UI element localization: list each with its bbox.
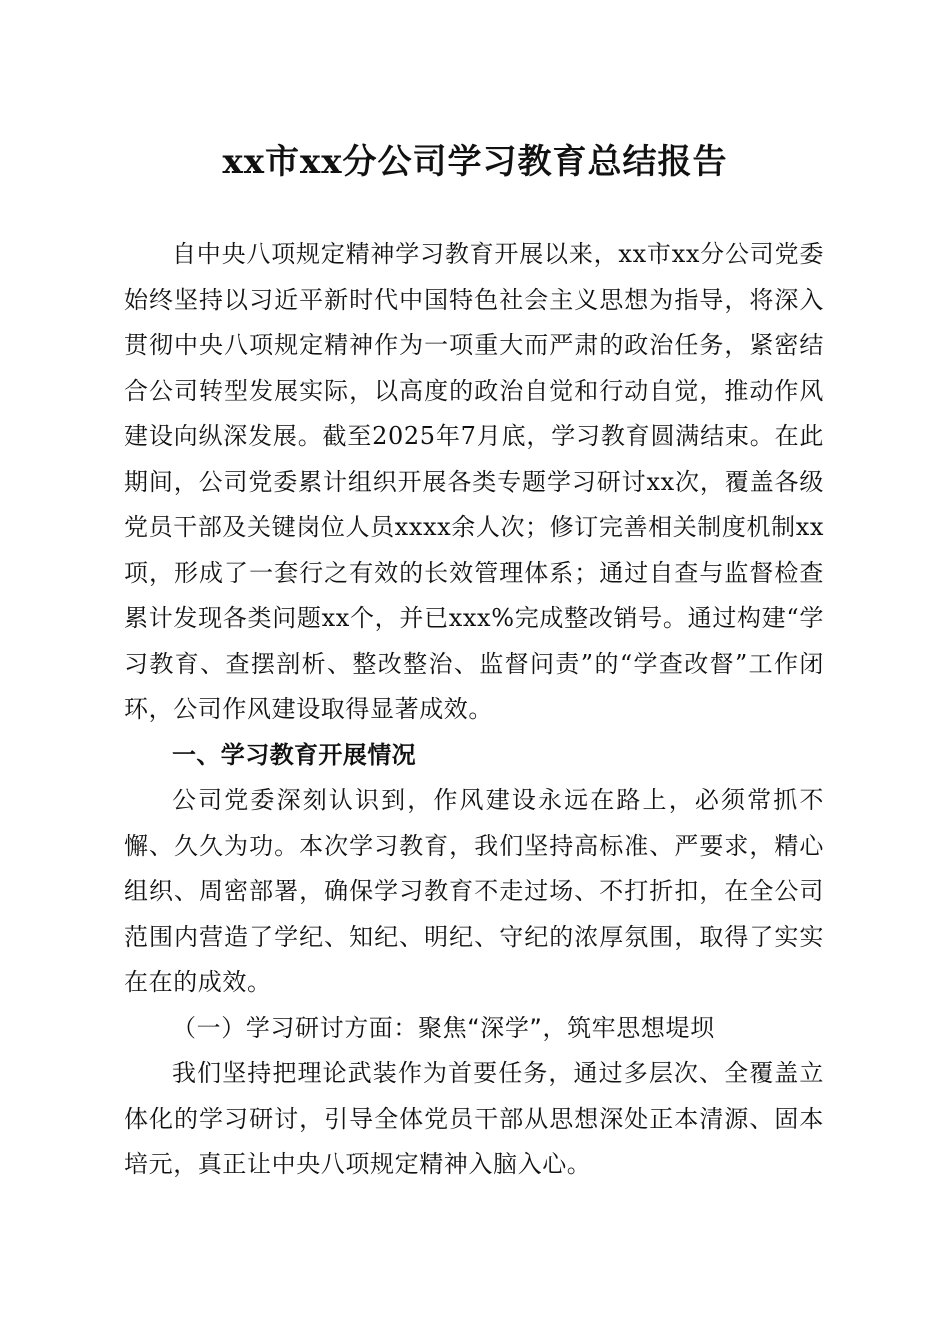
intro-paragraph: 自中央八项规定精神学习教育开展以来，xx市xx分公司党委始终坚持以习近平新时代中国特色社会主义思想为指导，将深入贯彻中央八项规定精神作为一项重大而严肃的政治任务，紧密结合公司转型发展实际，以高度的政治自觉和行动自觉，推动作风建设向纵深发展。截至2025年7月底，学习教育圆满结束。在此期间，公司党委累计组织开展各类专题学习研讨xx次，覆盖各级党员干部及关键岗位人员xxxx余人次；修订完善相关制度机制xx项，形成了一套行之有效的长效管理体系；通过自查与监督检查累计发现各类问题xx个，并已xxx%完成整改销号。通过构建“学习教育、查摆剖析、整改整治、监督问责”的“学查改督”工作闭环，公司作风建设取得显著成效。 bbox=[124, 240, 824, 723]
section-heading-1: 一、学习教育开展情况 bbox=[172, 740, 416, 769]
subsection-1-paragraph: 我们坚持把理论武装作为首要任务，通过多层次、全覆盖立体化的学习研讨，引导全体党员干部从思想深处正本清源、固本培元，真正让中央八项规定精神入脑入心。 bbox=[124, 1059, 824, 1178]
subsection-heading-1: （一）学习研讨方面：聚焦“深学”，筑牢思想堤坝 bbox=[172, 1013, 715, 1042]
section-1-paragraph: 公司党委深刻认识到，作风建设永远在路上，必须常抓不懈、久久为功。本次学习教育，我们坚持高标准、严要求，精心组织、周密部署，确保学习教育不走过场、不打折扣，在全公司范围内营造了学纪、知纪、明纪、守纪的浓厚氛围，取得了实实在在的成效。 bbox=[124, 786, 824, 996]
document-body bbox=[124, 232, 824, 1188]
document-title: xx市xx分公司学习教育总结报告 bbox=[222, 142, 728, 182]
